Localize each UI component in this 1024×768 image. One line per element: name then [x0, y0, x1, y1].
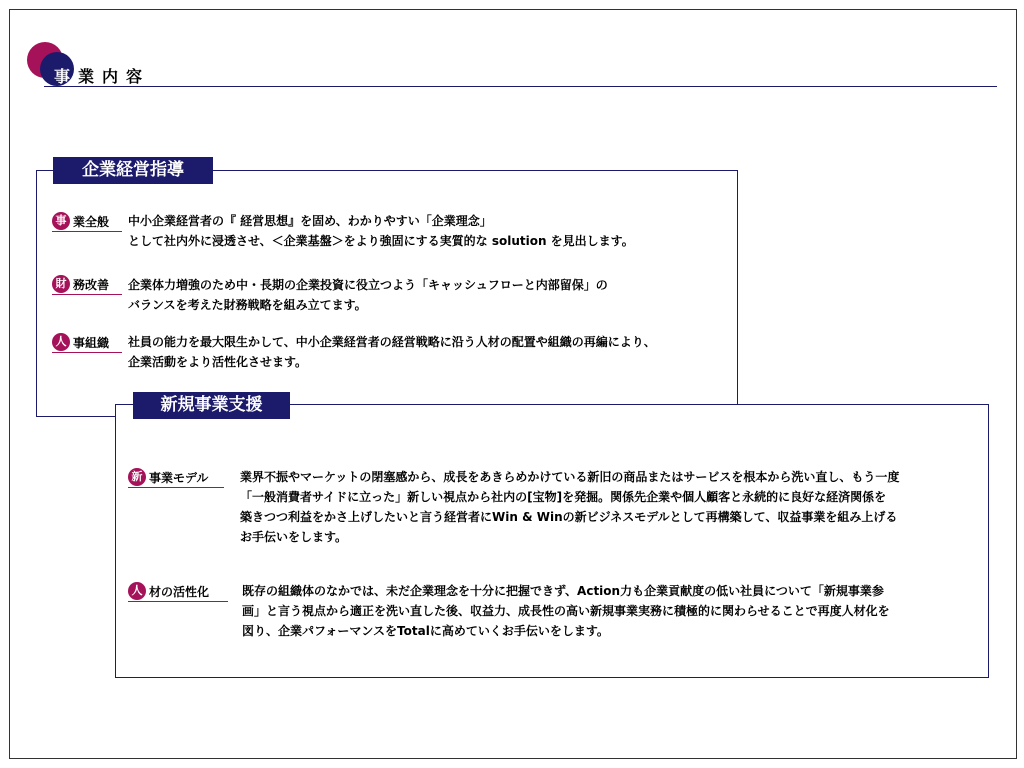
management-item-hr-body: [128, 332, 656, 372]
new-business-item-talent-label: [128, 582, 209, 600]
body-line: 築きつつ利益をかさ上げしたいと言う経営者にWin & Winの新ビジネスモデルとして再構築して、収益事業を組み上げる: [240, 510, 898, 524]
body-line: 既存の組織体のなかでは、未だ企業理念を十分に把握できず、Action力も企業貢献度の低い社員について「新規事業参: [242, 584, 884, 598]
new-business-item-model-body: [240, 467, 899, 547]
management-item-finance-body: [128, 275, 608, 315]
header-divider: [44, 86, 997, 87]
management-item-hr-label: [52, 333, 109, 351]
new-business-item-talent-body: [242, 581, 890, 641]
page-title-rest: 業内容: [78, 67, 151, 86]
body-line: 業界不振やマーケットの閉塞感から、成長をあきらめかけている新旧の商品またはサービスを根本から洗い直し、もう一度: [240, 470, 900, 484]
management-item-general-label: [52, 212, 109, 230]
label-circle-icon: 新: [128, 468, 146, 486]
label-circle-icon: 人: [128, 582, 146, 600]
label-circle-icon: 人: [52, 333, 70, 351]
label-circle-icon: 事: [52, 212, 70, 230]
body-line: バランスを考えた財務戦略を組み立てます。: [128, 298, 367, 312]
page-title: [54, 64, 150, 87]
body-line: 「一般消費者サイドに立った」新しい視点から社内の[宝物]を発掘。関係先企業や個人顧客と永続的に良好な経済関係を: [240, 490, 887, 504]
label-text: 業全般: [73, 214, 110, 229]
body-line: として社内外に浸透させ、＜企業基盤＞をより強固にする実質的な solution を見出します。: [128, 234, 634, 248]
label-text: 事業モデル: [149, 470, 209, 485]
body-line: 中小企業経営者の『 経営思想』を固め、わかりやすい「企業理念」: [128, 214, 492, 228]
new-business-section-tab: 新規事業支援: [133, 392, 290, 419]
body-line: お手伝いをします。: [240, 530, 348, 544]
body-line: 企業体力増強のため中・長期の企業投資に役立つよう「キャッシュフローと内部留保」の: [128, 278, 608, 292]
body-line: 図り、企業パフォーマンスをTotalに高めていくお手伝いをします。: [242, 624, 609, 638]
label-text: 事組織: [73, 335, 110, 350]
new-business-item-model-label: [128, 468, 208, 486]
page-title-first-char: 事: [54, 67, 79, 86]
label-underline: [128, 601, 228, 602]
label-text: 務改善: [73, 277, 110, 292]
management-item-general-body: [128, 211, 634, 251]
body-line: 社員の能力を最大限生かして、中小企業経営者の経営戦略に沿う人材の配置や組織の再編により、: [128, 335, 656, 349]
management-section-tab: 企業経営指導: [53, 157, 213, 184]
label-underline: [52, 231, 122, 232]
label-underline: [52, 352, 122, 353]
label-text: 材の活性化: [149, 584, 210, 599]
label-underline: [128, 487, 224, 488]
management-item-finance-label: [52, 275, 109, 293]
label-underline: [52, 294, 122, 295]
body-line: 画」と言う視点から適正を洗い直した後、収益力、成長性の高い新規事業実務に積極的に関わらせることで再度人材化を: [242, 604, 890, 618]
label-circle-icon: 財: [52, 275, 70, 293]
body-line: 企業活動をより活性化させます。: [128, 355, 308, 369]
